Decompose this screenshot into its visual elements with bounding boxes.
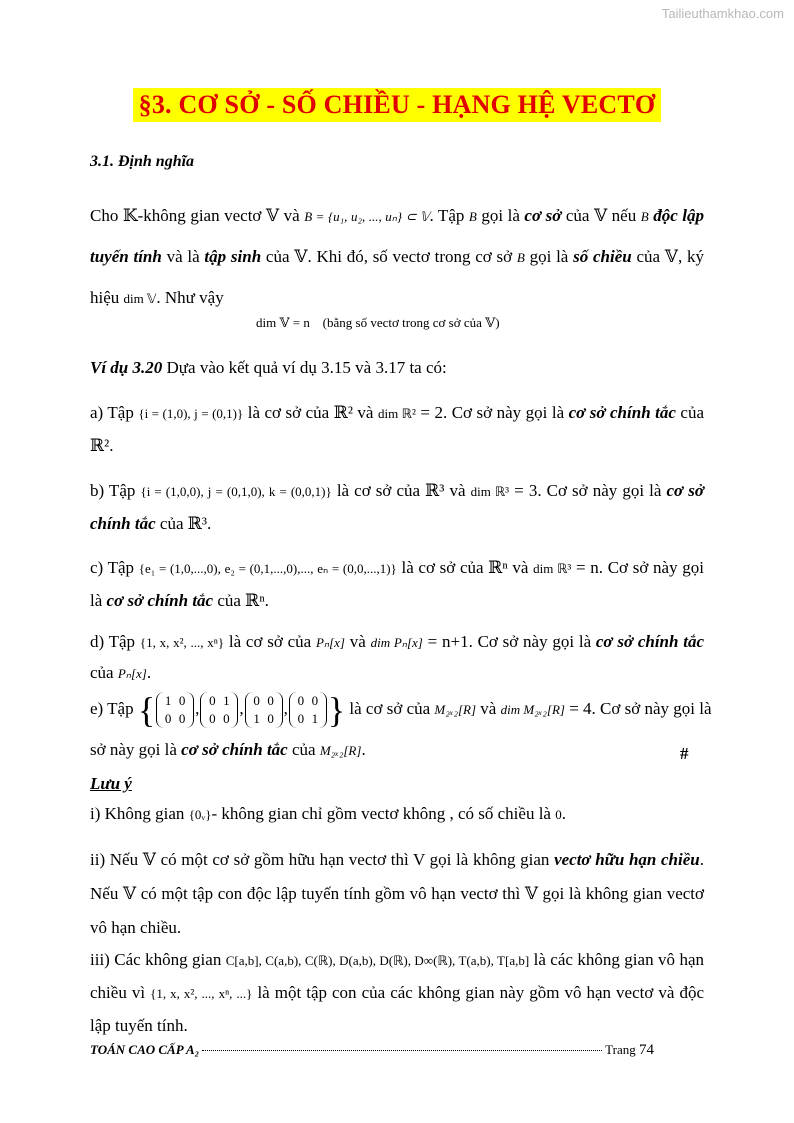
note-heading: Lưu ý	[90, 774, 132, 793]
definition-paragraph: Cho 𝕂-không gian vectơ 𝕍 và B = {u₁, u₂, ..., uₙ} ⊂ 𝕍. Tập B gọi là cơ sở của 𝕍 nếu B độc lập tuyến tính và là tập sinh của 𝕍. Khi đó, số vectơ trong cơ sở B gọi là số chiều của 𝕍, ký hiệu dim 𝕍. Như vậy	[90, 206, 705, 307]
section-heading: 3.1. Định nghĩa	[90, 153, 195, 170]
item-a: a) Tập {i = (1,0), j = (0,1)} là cơ sở của ℝ² và dim ℝ² = 2. Cơ sở này gọi là cơ sở chính tắc của ℝ².	[90, 403, 705, 455]
item-e: e) Tập { 1 0 0 0, 0 1 0 0, 0 0 1 0, 0 0 0 1 } là cơ sở của M₂ₓ₂[R] và dim M₂ₓ₂[R] = 4. Cơ sở này gọi là	[90, 690, 712, 731]
dimension-formula: dim 𝕍 = n (bằng số vectơ trong cơ sở của 𝕍)	[256, 315, 500, 330]
example-heading: Ví dụ 3.20 Dựa vào kết quả ví dụ 3.15 và 3.17 ta có:	[90, 358, 447, 377]
page-footer: TOÁN CAO CẤP A₂ Trang 74	[90, 1042, 654, 1058]
note-iii: iii) Các không gian C[a,b], C(a,b), C(ℝ), D(a,b), D(ℝ), D∞(ℝ), T(a,b), T[a,b] là các không gian vô hạn chiều vì {1, x, x², ..., xⁿ, ...} là một tập con của các không gian này gồm vô hạn vectơ và độc lập tuyến tính.	[90, 950, 705, 1035]
basis-matrix: 0 1 0 0	[200, 692, 238, 728]
end-mark: #	[680, 744, 689, 763]
page-title: §3. CƠ SỞ - SỐ CHIỀU - HẠNG HỆ VECTƠ	[133, 88, 662, 122]
item-d: d) Tập {1, x, x², ..., xⁿ} là cơ sở của Pₙ[x] và dim Pₙ[x] = n+1. Cơ sở này gọi là cơ sở chính tắc của Pₙ[x].	[90, 632, 704, 682]
basis-matrix: 0 0 1 0	[245, 692, 283, 728]
item-e-cont: sở này gọi là cơ sở chính tắc của M₂ₓ₂[R].	[90, 740, 366, 759]
basis-matrix: 1 0 0 0	[156, 692, 194, 728]
note-i: i) Không gian {0ᵥ}- không gian chỉ gồm vectơ không , có số chiều là 0.	[90, 804, 566, 823]
watermark: Tailieuthamkhao.com	[661, 6, 784, 21]
note-ii: ii) Nếu 𝕍 có một cơ sở gồm hữu hạn vectơ thì V gọi là không gian vectơ hữu hạn chiều. Nếu 𝕍 có một tập con độc lập tuyến tính gồm vô hạn vectơ thì 𝕍 gọi là không gian vectơ vô hạn chiều.	[90, 850, 704, 937]
item-c: c) Tập {e₁ = (1,0,...,0), e₂ = (0,1,...,0),..., eₙ = (0,0,...,1)} là cơ sở của ℝⁿ và dim ℝ³ = n. Cơ sở này gọi là cơ sở chính tắc của ℝⁿ.	[90, 558, 704, 610]
basis-matrix: 0 0 0 1	[289, 692, 327, 728]
item-b: b) Tập {i = (1,0,0), j = (0,1,0), k = (0,0,1)} là cơ sở của ℝ³ và dim ℝ³ = 3. Cơ sở này gọi là cơ sở chính tắc của ℝ³.	[90, 481, 704, 533]
